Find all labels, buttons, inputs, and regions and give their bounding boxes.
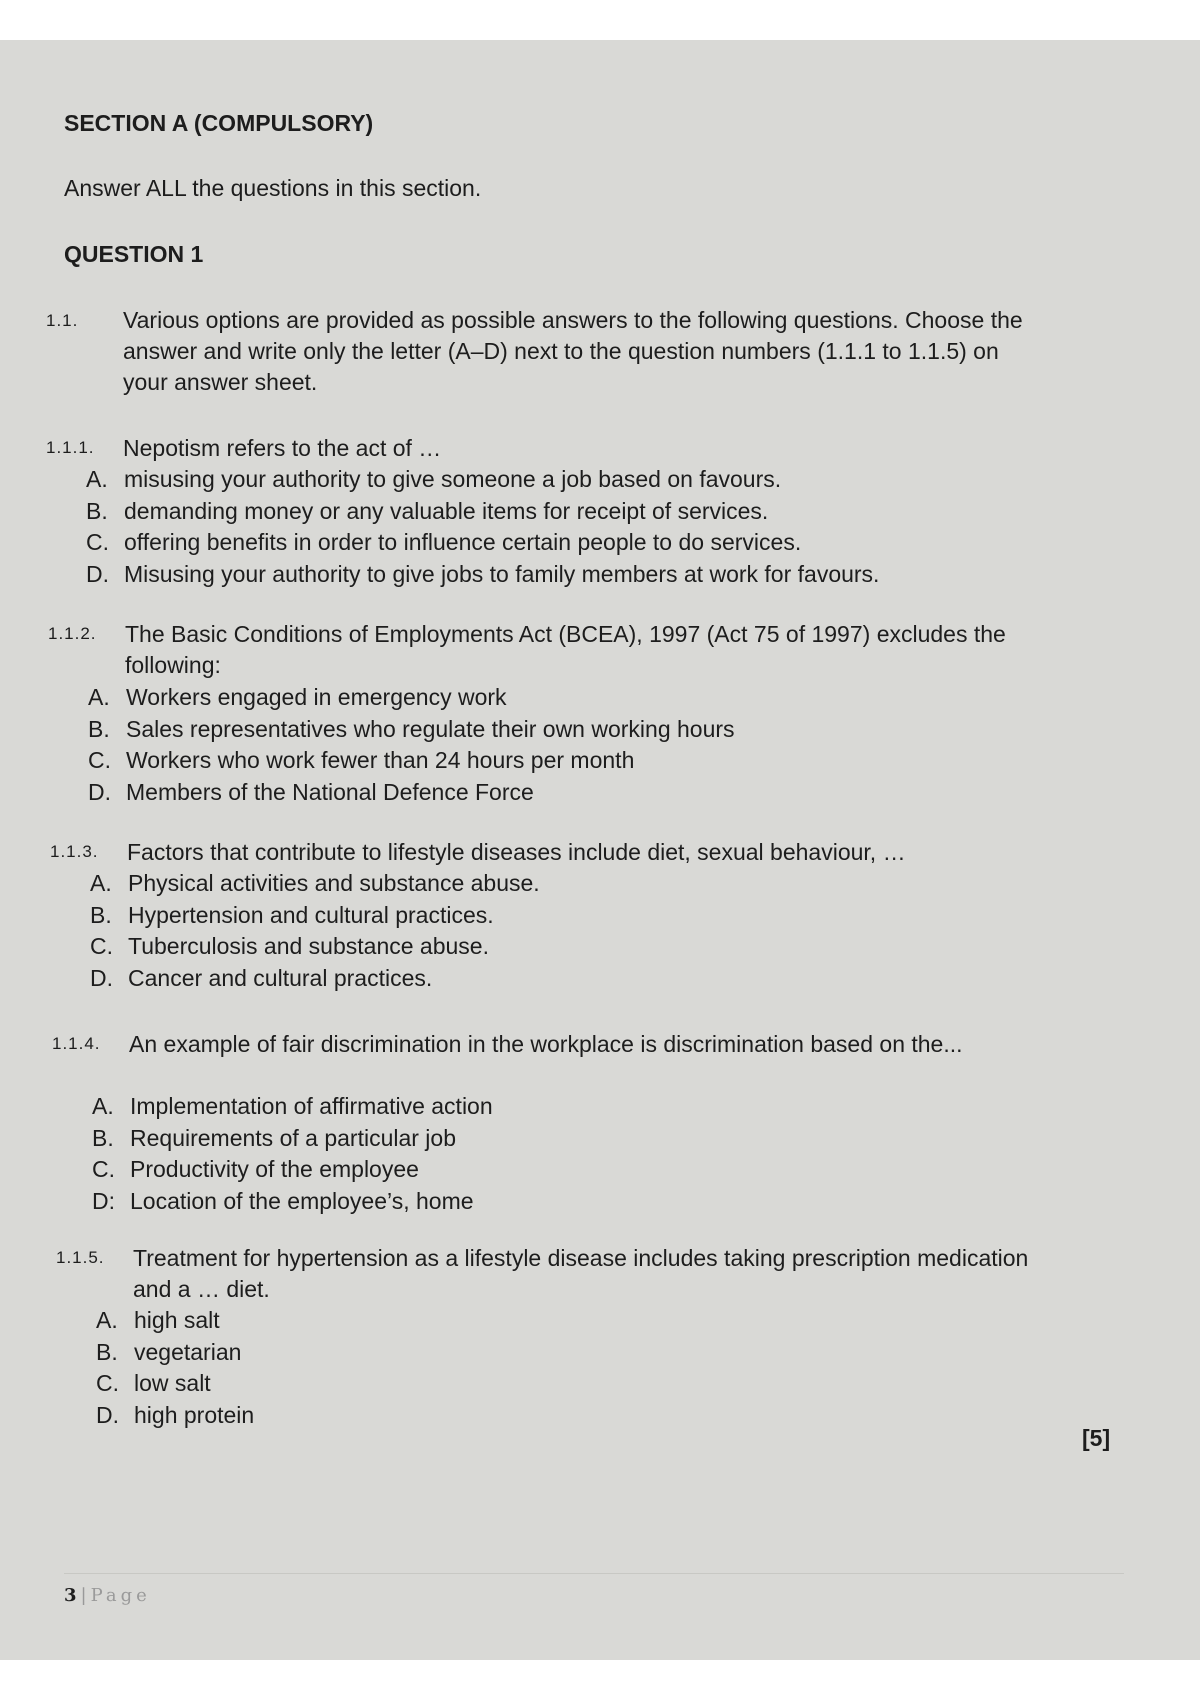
- option-text: misusing your authority to give someone a job based on favours.: [124, 466, 782, 492]
- option-text: Members of the National Defence Force: [126, 778, 534, 805]
- question-1-1-3: [50, 837, 1100, 1037]
- question-number: 1.1.5.: [56, 1248, 105, 1267]
- section-title: SECTION A (COMPULSORY): [64, 110, 374, 136]
- option-d: [86, 559, 879, 591]
- option-letter: B.: [92, 1124, 114, 1151]
- option-a: [86, 464, 879, 496]
- option-a: [92, 1091, 493, 1123]
- page-footer: [64, 1585, 151, 1606]
- option-letter: C.: [96, 1370, 119, 1396]
- question-text: Factors that contribute to lifestyle diseases include diet, sexual behaviour, …: [127, 839, 906, 865]
- option-letter: A.: [90, 870, 112, 896]
- option-letter: B.: [90, 901, 112, 928]
- option-c: [96, 1368, 254, 1400]
- option-letter: D.: [88, 778, 111, 805]
- option-text: Misusing your authority to give jobs to family members at work for favours.: [124, 560, 880, 587]
- question-number: 1.1.4.: [52, 1034, 101, 1053]
- option-letter: B.: [86, 497, 108, 524]
- option-letter: C.: [86, 529, 109, 555]
- option-text: low salt: [134, 1370, 211, 1396]
- option-d: [92, 1186, 493, 1218]
- option-letter: D.: [86, 560, 109, 587]
- option-letter: B.: [88, 715, 110, 742]
- option-letter: D.: [96, 1401, 119, 1428]
- footer-separator: |: [80, 1585, 87, 1606]
- option-b: [96, 1337, 254, 1369]
- option-text: Productivity of the employee: [130, 1156, 419, 1182]
- option-c: [92, 1154, 493, 1186]
- option-b: [90, 900, 540, 932]
- option-c: [88, 745, 735, 777]
- options-list: [96, 1305, 254, 1431]
- intro-text: Various options are provided as possible answers to the following questions. Choose the answer and write only the letter (A–D) next to the question numbers (1.1.1 to 1.1.5) on your answer sheet.: [123, 307, 1023, 395]
- question-1-1-2: [48, 619, 1098, 819]
- question-1-1-5: [56, 1243, 1106, 1443]
- option-text: Physical activities and substance abuse.: [128, 870, 540, 896]
- question-text: Nepotism refers to the act of …: [123, 435, 442, 461]
- option-text: Hypertension and cultural practices.: [128, 901, 494, 928]
- option-a: [90, 868, 540, 900]
- option-text: high salt: [134, 1307, 220, 1333]
- option-c: [90, 931, 540, 963]
- question-text: Treatment for hypertension as a lifestyle disease includes taking prescription medication and a … diet.: [133, 1245, 1029, 1302]
- option-text: demanding money or any valuable items for receipt of services.: [124, 497, 769, 524]
- option-letter: B.: [96, 1338, 118, 1365]
- option-letter: A.: [88, 684, 110, 710]
- option-letter: C.: [92, 1156, 115, 1182]
- option-text: Requirements of a particular job: [130, 1124, 456, 1151]
- option-d: [96, 1400, 254, 1432]
- option-text: Workers engaged in emergency work: [126, 684, 507, 710]
- question-text: The Basic Conditions of Employments Act (BCEA), 1997 (Act 75 of 1997) excludes the following:: [125, 621, 1038, 678]
- page-word: Page: [90, 1585, 151, 1606]
- option-b: [86, 496, 879, 528]
- option-letter: A.: [96, 1307, 118, 1333]
- question-number: 1.1.3.: [50, 842, 99, 861]
- options-list: [86, 464, 879, 590]
- page-number: 3: [64, 1585, 77, 1606]
- option-text: vegetarian: [134, 1338, 242, 1365]
- option-a: [96, 1305, 254, 1337]
- options-list: [88, 682, 735, 808]
- option-letter: D.: [90, 964, 113, 991]
- option-text: high protein: [134, 1401, 255, 1428]
- question-title: QUESTION 1: [64, 241, 204, 267]
- option-d: [88, 777, 735, 809]
- option-b: [92, 1123, 493, 1155]
- marks-total: [5]: [1082, 1425, 1111, 1451]
- exam-page: [0, 40, 1200, 1660]
- question-1-1-1: [46, 433, 1096, 633]
- option-letter: C.: [88, 747, 111, 773]
- option-letter: C.: [90, 933, 113, 959]
- option-letter: A.: [86, 466, 108, 492]
- options-list: [90, 868, 540, 994]
- option-text: offering benefits in order to influence certain people to do services.: [124, 529, 802, 555]
- footer-divider: [64, 1573, 1124, 1574]
- question-number: 1.1.1.: [46, 438, 95, 457]
- option-text: Cancer and cultural practices.: [128, 964, 433, 991]
- option-text: Workers who work fewer than 24 hours per month: [126, 747, 635, 773]
- instruction-text: Answer ALL the questions in this section.: [64, 175, 482, 201]
- option-text: Sales representatives who regulate their own working hours: [126, 715, 735, 742]
- question-text: An example of fair discrimination in the workplace is discrimination based on the...: [129, 1031, 963, 1057]
- option-letter: A.: [92, 1093, 114, 1119]
- option-d: [90, 963, 540, 995]
- option-text: Location of the employee’s, home: [130, 1187, 474, 1214]
- option-a: [88, 682, 735, 714]
- question-number: 1.1.2.: [48, 624, 97, 643]
- option-text: Implementation of affirmative action: [130, 1093, 493, 1119]
- option-text: Tuberculosis and substance abuse.: [128, 933, 489, 959]
- option-letter: D:: [92, 1187, 115, 1214]
- options-list: [92, 1091, 493, 1217]
- option-c: [86, 527, 879, 559]
- question-1-1-4: [52, 1029, 1102, 1229]
- option-b: [88, 714, 735, 746]
- intro-number: 1.1.: [46, 311, 79, 330]
